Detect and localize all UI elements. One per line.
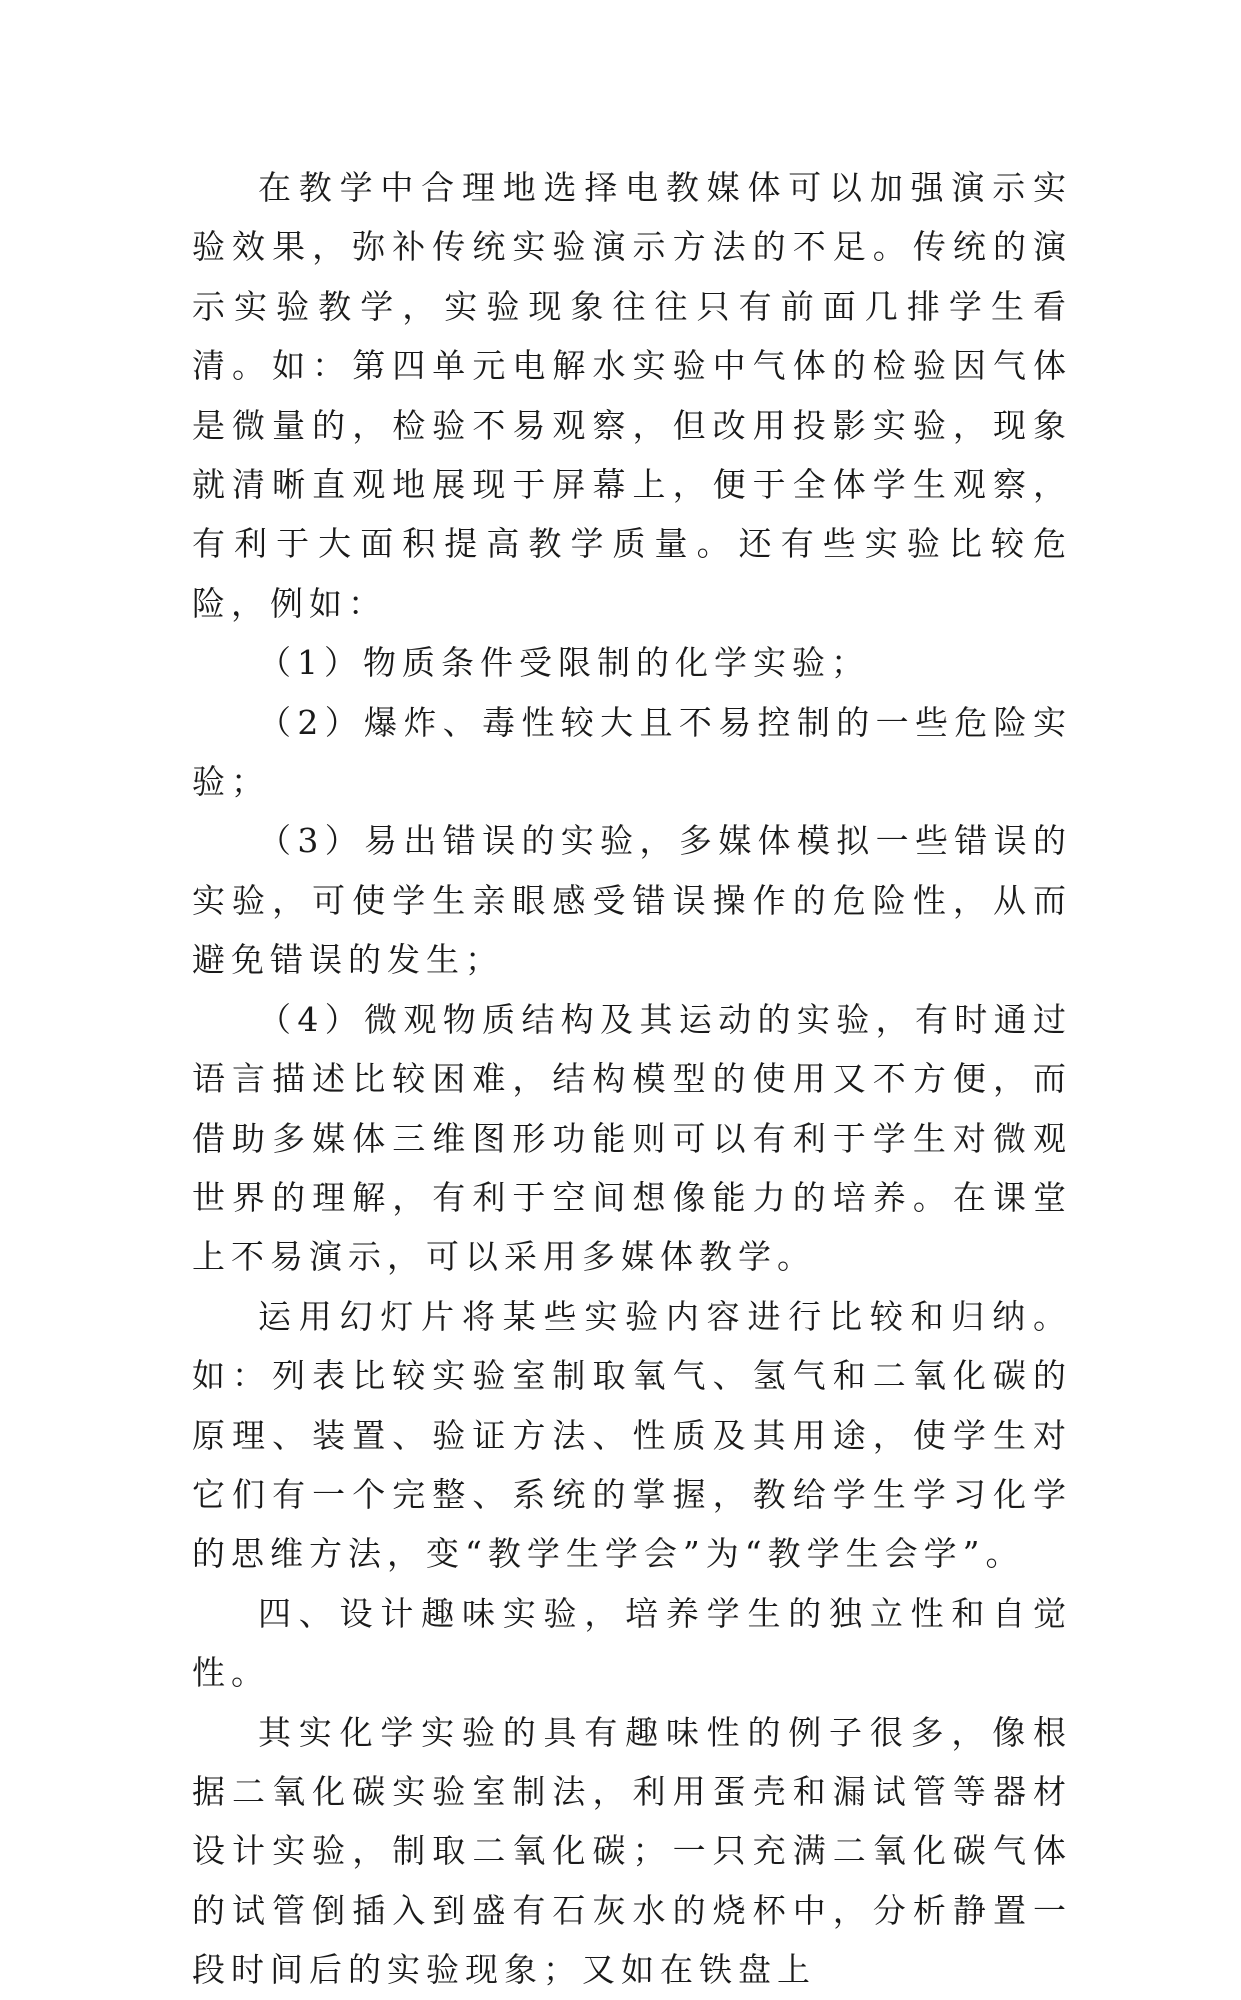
- body-paragraph: 运用幻灯片将某些实验内容进行比较和归纳。如：列表比较实验室制取氧气、氢气和二氧化碳的原理、装置、验证方法、性质及其用途，使学生对它们有一个完整、系统的掌握，教给学生学习化学的思维方法，变“教学生学会”为“教学生会学”。: [192, 1296, 1072, 1574]
- body-paragraph: 其实化学实验的具有趣味性的例子很多，像根据二氧化碳实验室制法，利用蛋壳和漏试管等器材设计实验，制取二氧化碳；一只充满二氧化碳气体的试管倒插入到盛有石灰水的烧杯中，分析静置一段时间后的实验现象；又如在铁盘上: [192, 1712, 1072, 1990]
- list-item: （2）爆炸、毒性较大且不易控制的一些危险实验；: [192, 702, 1072, 802]
- section-heading: 四、设计趣味实验，培养学生的独立性和自觉性。: [192, 1593, 1072, 1693]
- list-item: （4）微观物质结构及其运动的实验，有时通过语言描述比较困难，结构模型的使用又不方便，而借助多媒体三维图形功能则可以有利于学生对微观世界的理解，有利于空间想像能力的培养。在课堂上不易演示，可以采用多媒体教学。: [192, 999, 1072, 1277]
- document-body: [192, 158, 1072, 2000]
- body-paragraph: 在教学中合理地选择电教媒体可以加强演示实验效果，弥补传统实验演示方法的不足。传统的演示实验教学，实验现象往往只有前面几排学生看清。如：第四单元电解水实验中气体的检验因气体是微量的，检验不易观察，但改用投影实验，现象就清晰直观地展现于屏幕上，便于全体学生观察，有利于大面积提高教学质量。还有些实验比较危险，例如：: [192, 168, 1072, 623]
- list-item: （1）物质条件受限制的化学实验；: [258, 643, 870, 683]
- list-item: （3）易出错误的实验，多媒体模拟一些错误的实验，可使学生亲眼感受错误操作的危险性，从而避免错误的发生；: [192, 821, 1072, 980]
